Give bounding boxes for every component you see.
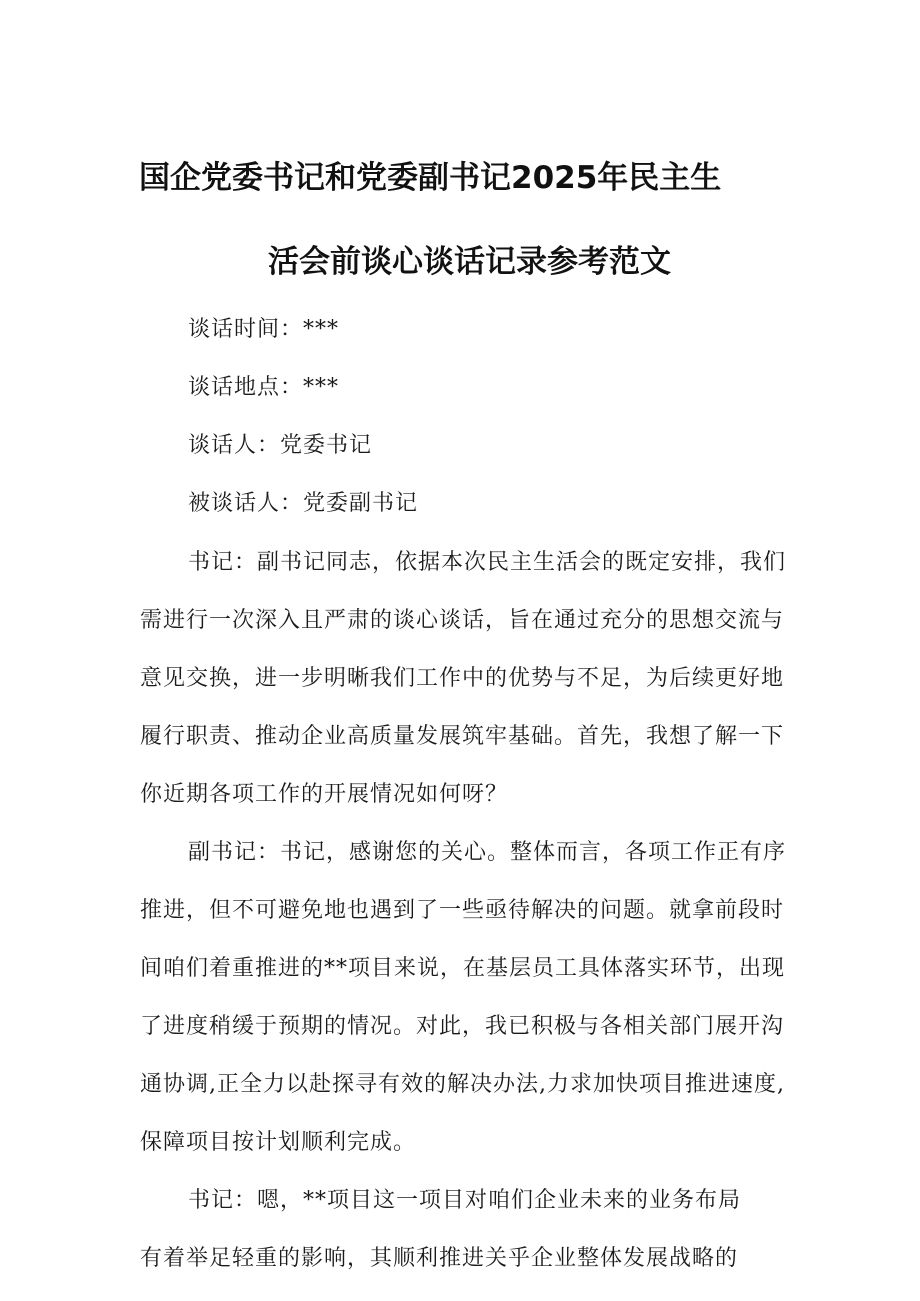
document-title-line-2: 活会前谈心谈话记录参考范文 (268, 244, 671, 280)
paragraph-line: 有着举足轻重的影响，其顺利推进关乎企业整体发展战略的 (140, 1246, 739, 1271)
meta-talk-time: 谈话时间：*** (188, 317, 340, 342)
paragraph-line: 间咱们着重推进的**项目来说，在基层员工具体落实环节，出现 (140, 956, 786, 981)
document-title-line-1: 国企党委书记和党委副书记2025年民主生 (139, 160, 722, 196)
paragraph-line: 推进，但不可避免地也遇到了一些亟待解决的问题。就拿前段时 (140, 898, 785, 923)
paragraph-line: 通协调,正全力以赴探寻有效的解决办法,力求加快项目推进速度, (140, 1072, 785, 1097)
meta-talk-location: 谈话地点：*** (188, 375, 340, 400)
paragraph-line: 副书记：书记，感谢您的关心。整体而言，各项工作正有序 (188, 840, 787, 865)
paragraph-line: 你近期各项工作的开展情况如何呀？ (140, 782, 509, 807)
paragraph-line: 书记：嗯，**项目这一项目对咱们企业未来的业务布局 (188, 1188, 742, 1213)
paragraph-line: 履行职责、推动企业高质量发展筑牢基础。首先，我想了解一下 (140, 724, 785, 749)
paragraph-line: 保障项目按计划顺利完成。 (140, 1130, 417, 1155)
paragraph-line: 书记：副书记同志，依据本次民主生活会的既定安排，我们 (188, 550, 787, 575)
paragraph-line: 了进度稍缓于预期的情况。对此，我已积极与各相关部门展开沟 (140, 1014, 785, 1039)
meta-talker: 谈话人：党委书记 (188, 433, 373, 458)
paragraph-line: 意见交换，进一步明晰我们工作中的优势与不足，为后续更好地 (140, 666, 785, 691)
paragraph-line: 需进行一次深入且严肃的谈心谈话，旨在通过充分的思想交流与 (140, 608, 785, 633)
meta-interviewee: 被谈话人：党委副书记 (188, 491, 419, 516)
